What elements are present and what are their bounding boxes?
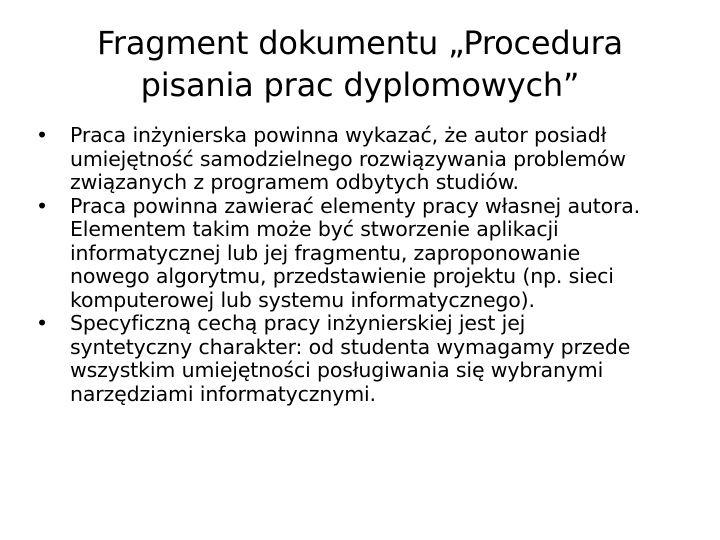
bullet-dot-icon: • <box>36 193 48 218</box>
bullet-3-line-1: Specyficzną cechą pracy inżynierskiej jest jej <box>70 311 526 335</box>
bullet-2-line-5: komputerowej lub systemu informatycznego). <box>70 287 535 312</box>
bullet-1-line-3: związanych z programem odbytych studiów. <box>70 170 519 194</box>
bullet-2-line-1: Praca powinna zawierać elementy pracy własnej autora. <box>70 193 641 218</box>
bullet-dot-icon: • <box>36 123 48 147</box>
slide-title <box>40 22 680 106</box>
bullet-item-1 <box>36 124 706 195</box>
slide-title-line-2: pisania prac dyplomowych” <box>140 66 580 104</box>
bullet-3-line-4: narzędziami informatycznymi. <box>70 381 376 406</box>
bullet-2-line-3: informatycznej lub jej fragmentu, zaproponowanie <box>70 240 581 265</box>
bullet-3-line-2: syntetyczny charakter: od studenta wymagamy przede <box>70 334 631 359</box>
bullet-2-line-2: Elementem takim może być stworzenie aplikacji <box>70 217 559 241</box>
bullet-dot-icon: • <box>36 311 48 335</box>
slide-title-line-1: Fragment dokumentu „Procedura <box>97 24 623 62</box>
bullet-list <box>36 124 706 406</box>
bullet-item-3 <box>36 312 706 406</box>
bullet-1-line-2: umiejętność samodzielnego rozwiązywania problemów <box>70 146 626 171</box>
bullet-2-line-4: nowego algorytmu, przedstawienie projektu (np. sieci <box>70 264 614 288</box>
bullet-1-line-1: Praca inżynierska powinna wykazać, że autor posiadł <box>70 123 607 147</box>
bullet-item-2 <box>36 195 706 313</box>
bullet-3-line-3: wszystkim umiejętności posługiwania się wybranymi <box>70 358 604 382</box>
